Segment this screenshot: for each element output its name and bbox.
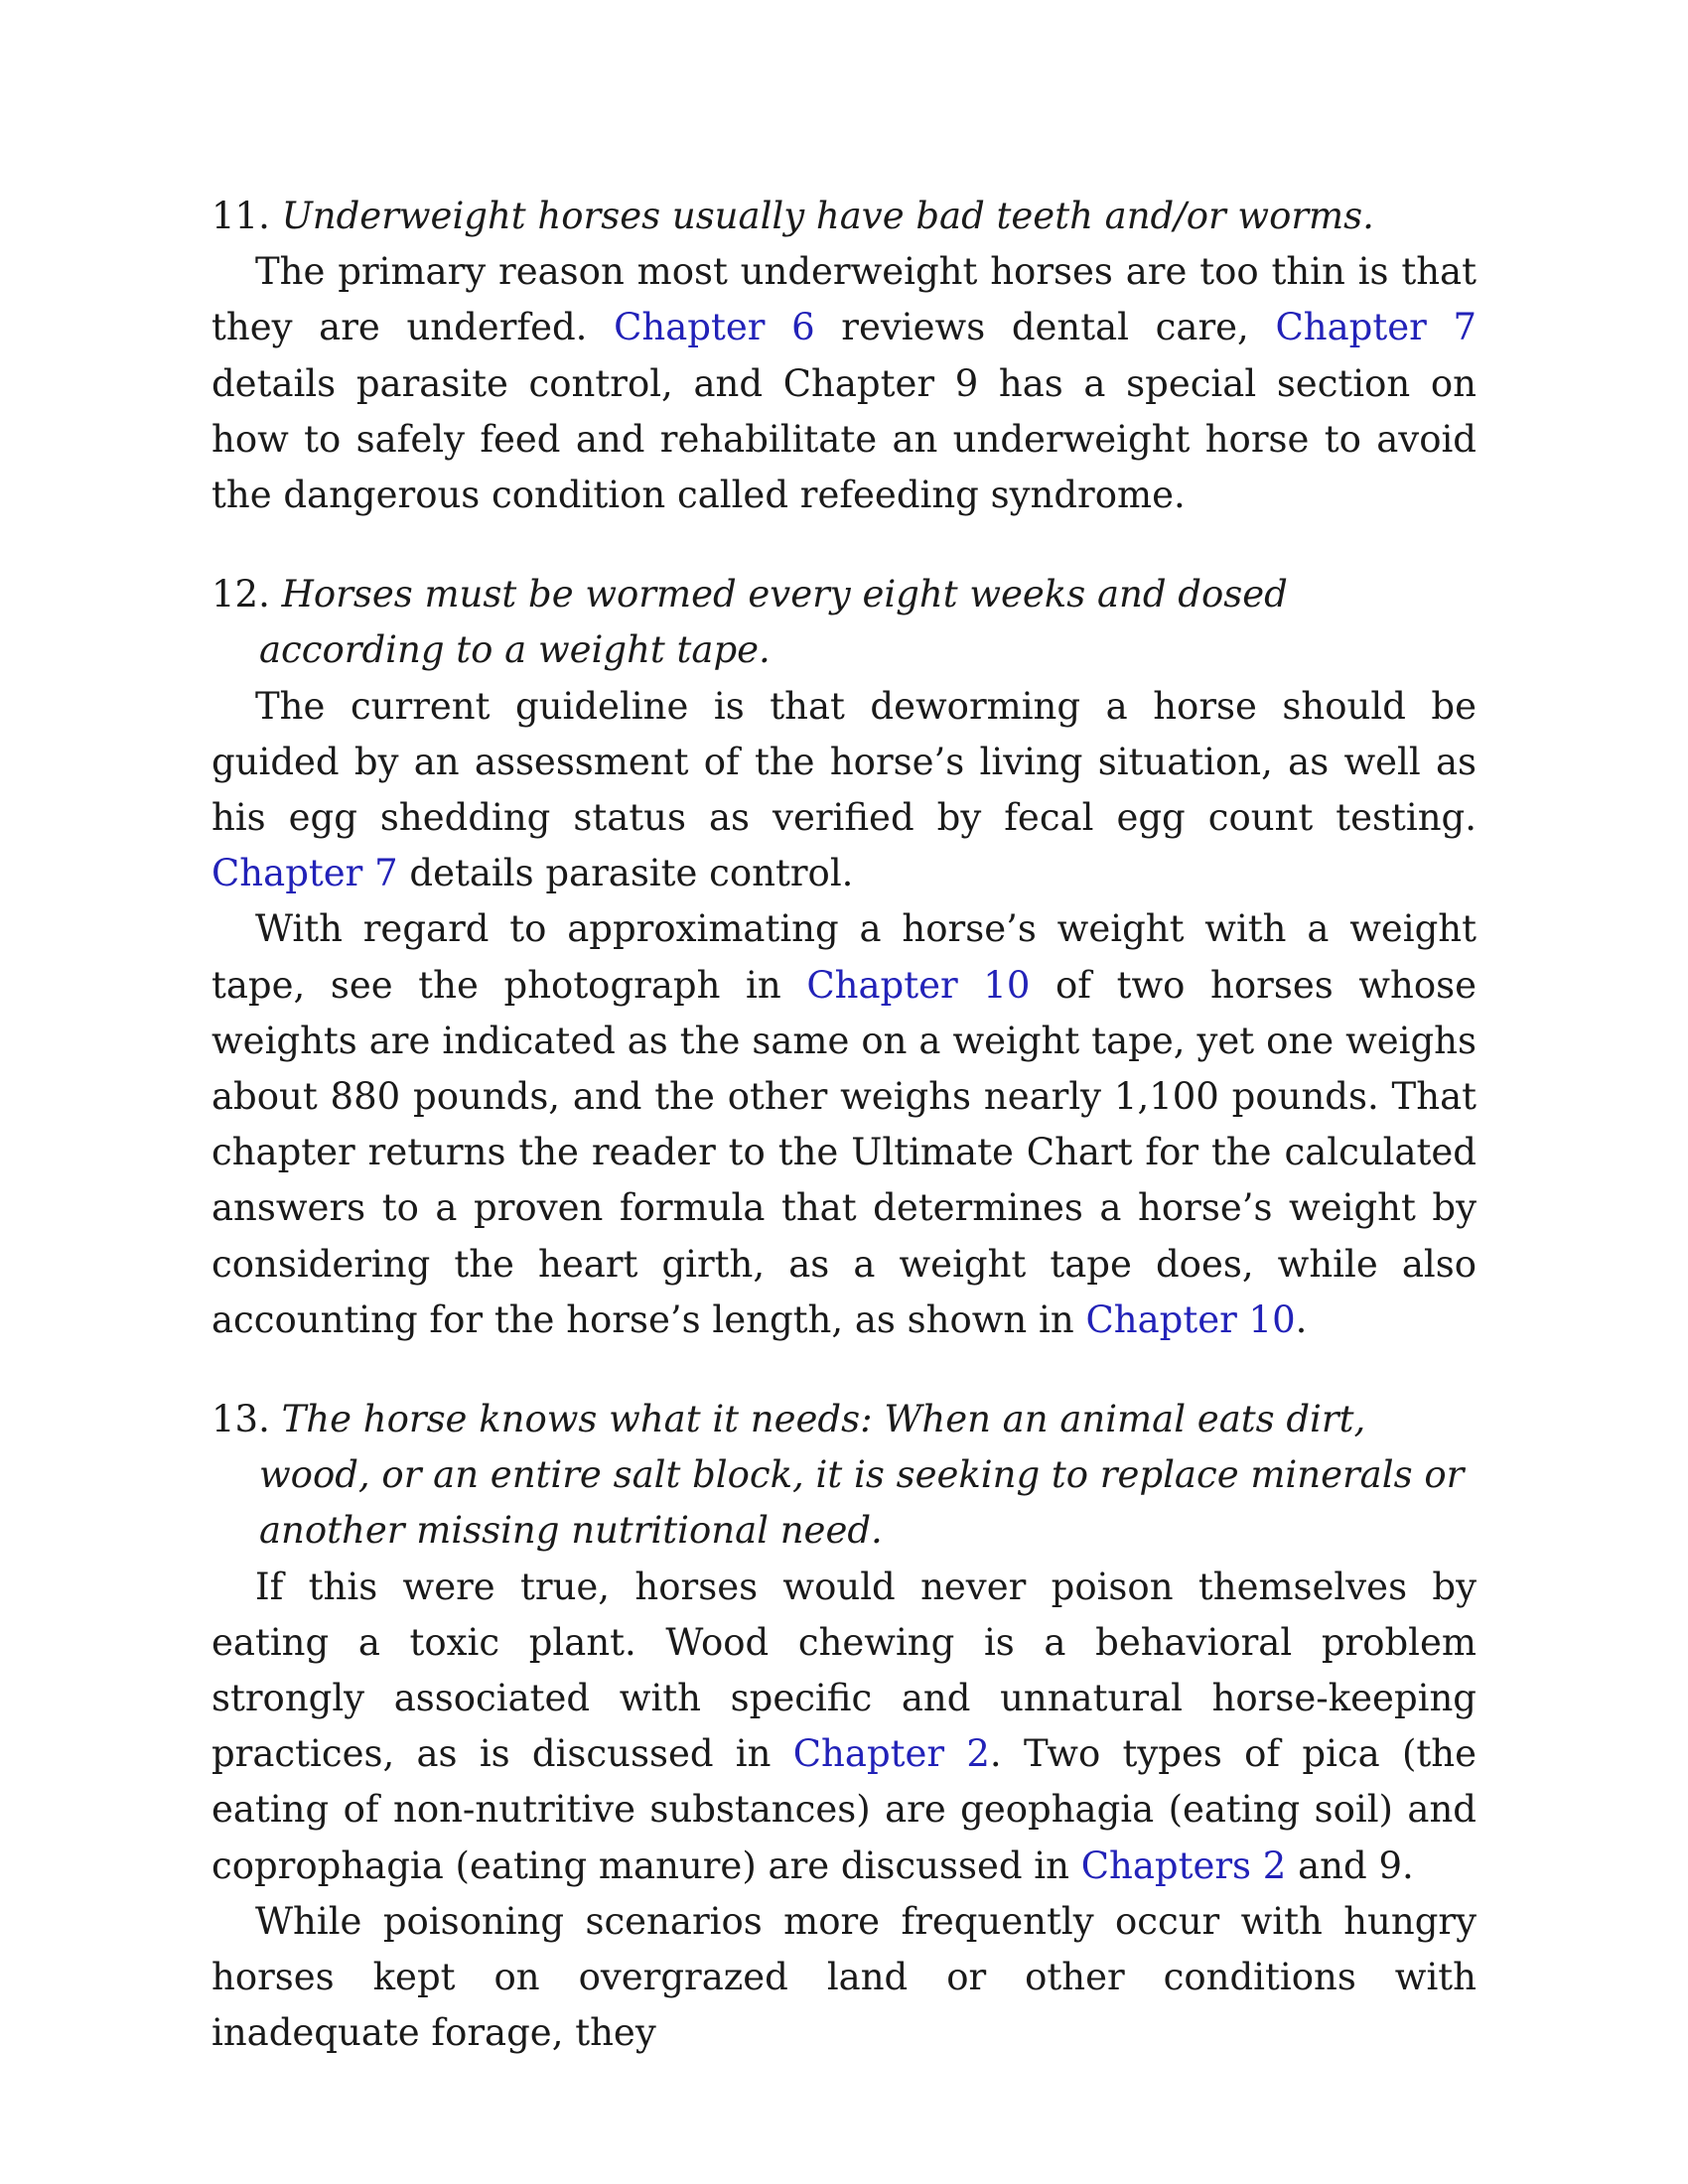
chapter-10-link[interactable]: Chapter 10 <box>1085 1297 1296 1341</box>
paragraph-text: of two horses whose weights are indicated as the same on a weight tape, yet one weighs about 880 pounds, and the other weighs nearly 1,100 pounds. That chapter returns the reader to the Ultimate Chart for the calculated answers to a proven formula that determines a horse’s weight by considering the heart girth, as a weight tape does, while also accounting for the horse’s length, as shown in <box>211 963 1477 1341</box>
body-paragraph <box>211 1560 1477 1894</box>
chapter-7-link[interactable]: Chapter 7 <box>1275 306 1477 349</box>
myth-section-13 <box>211 1392 1477 2061</box>
paragraph-text: and 9. <box>1286 1843 1414 1887</box>
section-number: 13. <box>211 1398 270 1441</box>
body-paragraph <box>211 679 1477 902</box>
paragraph-text: If this were true, horses would never poison themselves by eating a toxic plant. Wood chewing is a behavioral problem strongly associated with specific and unnatural horse-keeping practices, as is discussed in <box>211 1565 1477 1776</box>
section-heading <box>211 1392 1477 1560</box>
document-page <box>211 189 1477 2062</box>
section-heading-text: Underweight horses usually have bad teeth and/or worms. <box>281 195 1374 237</box>
paragraph-text: While poisoning scenarios more frequently occur with hungry horses kept on overgrazed land or other conditions with inadequate forage, they <box>211 1899 1477 2055</box>
paragraph-text: With regard to approximating a horse’s weight with a weight tape, see the photograph in <box>211 907 1477 1007</box>
chapter-6-link[interactable]: Chapter 6 <box>614 306 815 349</box>
chapters-2-link[interactable]: Chapters 2 <box>1080 1843 1287 1887</box>
paragraph-text: . <box>1295 1297 1308 1341</box>
body-paragraph <box>211 244 1477 523</box>
paragraph-text: The primary reason most underweight horses are too thin is that they are underfed. <box>211 250 1477 349</box>
section-heading-text: Horses must be wormed every eight weeks and dosed according to a weight tape. <box>259 573 1288 672</box>
paragraph-text: The current guideline is that deworming a horse should be guided by an assessment of the horse’s living situation, as well as his egg shedding status as verified by fecal egg count testing. <box>211 684 1477 840</box>
paragraph-text: details parasite control, and Chapter 9 has a special section on how to safely feed and rehabilitate an underweight horse to avoid the dangerous condition called refeeding syndrome. <box>211 361 1477 517</box>
myth-section-12 <box>211 567 1477 1348</box>
body-paragraph <box>211 901 1477 1348</box>
section-heading <box>211 189 1477 244</box>
paragraph-text: details parasite control. <box>397 852 854 895</box>
paragraph-text: . Two types of pica (the eating of non-nutritive substances) are geophagia (eating soil) and coprophagia (eating manure) are discussed in <box>211 1732 1477 1887</box>
chapter-7-link[interactable]: Chapter 7 <box>211 852 398 895</box>
body-paragraph <box>211 1894 1477 2062</box>
myth-section-11 <box>211 189 1477 523</box>
section-heading-text: The horse knows what it needs: When an animal eats dirt, wood, or an entire salt block, it is seeking to replace minerals or another missing nutritional need. <box>259 1398 1465 1553</box>
section-number: 11. <box>211 195 270 237</box>
paragraph-text: reviews dental care, <box>814 306 1276 349</box>
chapter-2-link[interactable]: Chapter 2 <box>792 1732 990 1776</box>
section-heading <box>211 567 1477 678</box>
chapter-10-link[interactable]: Chapter 10 <box>806 963 1031 1007</box>
section-number: 12. <box>211 573 270 616</box>
